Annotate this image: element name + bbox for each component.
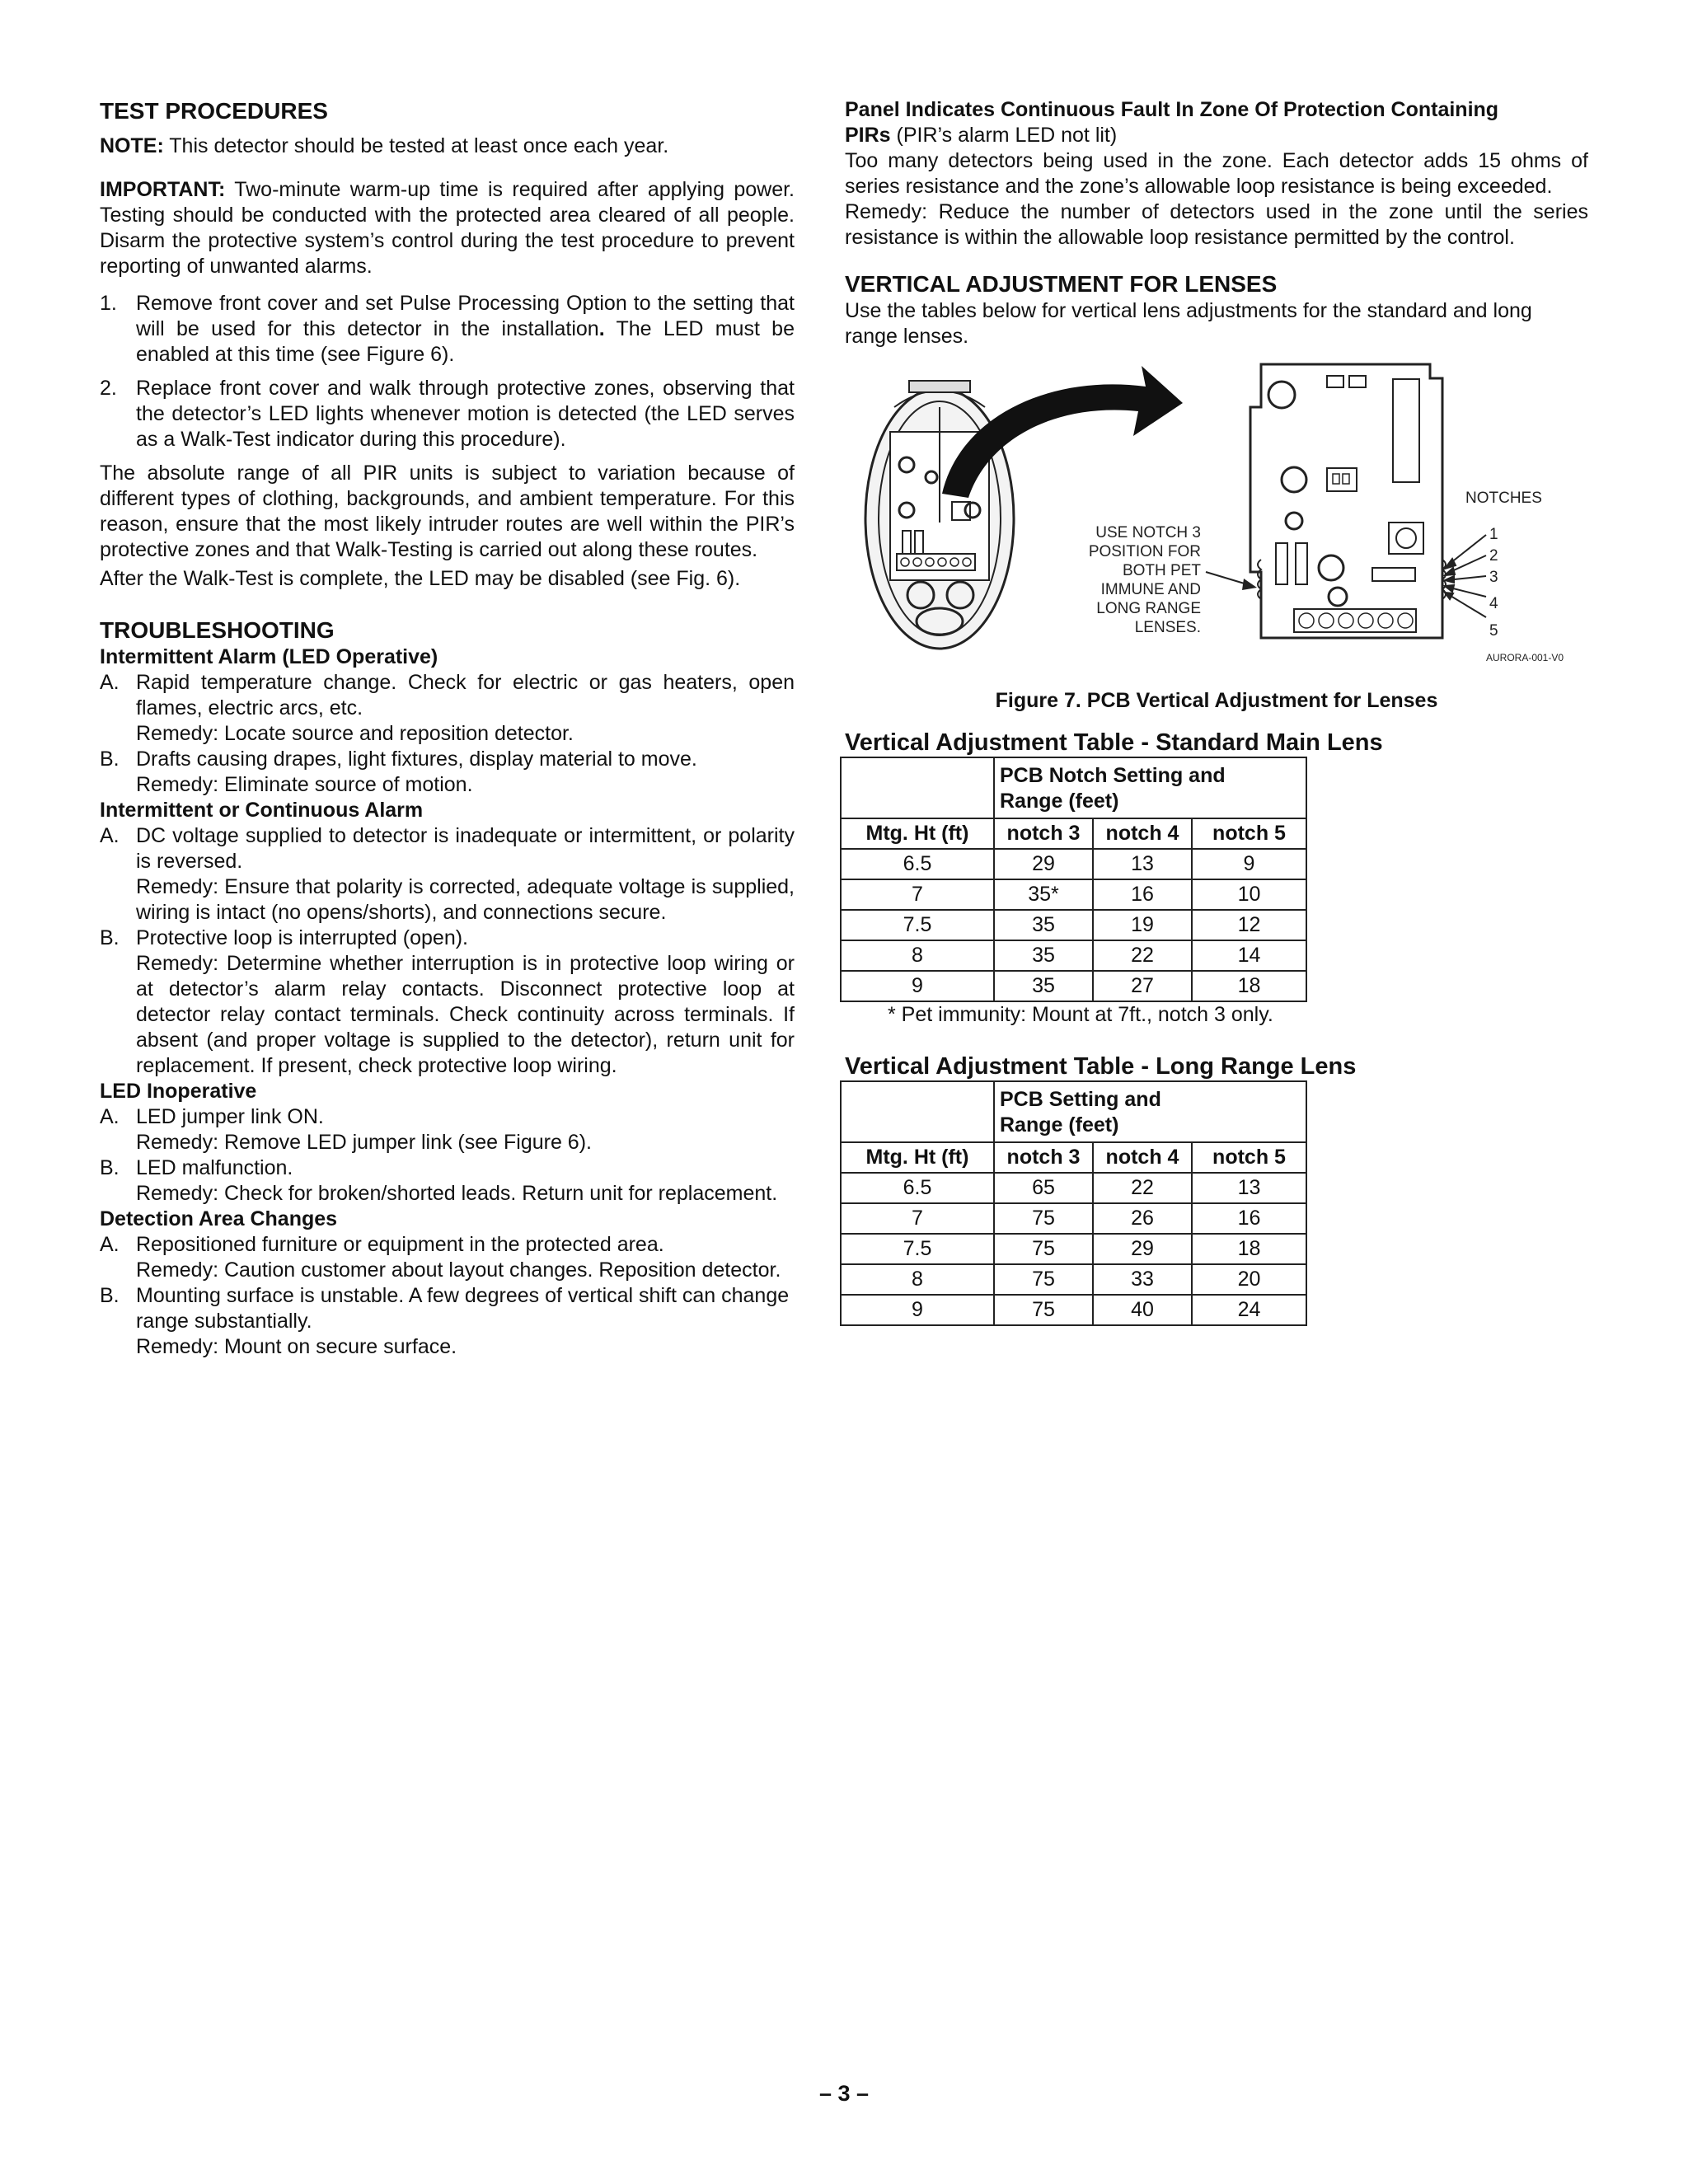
item-text: LED malfunction. (136, 1156, 293, 1179)
note-paragraph (100, 134, 795, 159)
important-paragraph (100, 177, 795, 279)
panel-fault-text: Too many detectors being used in the zone. Each detector adds 15 ohms of series resistance and the zone’s allowable loop resistance is being exceeded. (845, 149, 1588, 198)
table-cell: 7 (841, 1203, 994, 1234)
table-cell: 13 (1192, 1173, 1306, 1203)
callout-line: BOTH PET (1122, 562, 1201, 579)
table-cell: 13 (1093, 849, 1192, 879)
item-text: Protective loop is interrupted (open). (136, 926, 468, 949)
callout-leader (1206, 572, 1247, 584)
item-mark: A. (100, 671, 120, 694)
table-cell: 27 (1093, 971, 1192, 1001)
item-text: Repositioned furniture or equipment in the protected area. (136, 1233, 664, 1256)
table-column-header-row (841, 1142, 1306, 1173)
table-header-empty (841, 1081, 994, 1142)
notch-number: 2 (1489, 547, 1498, 565)
test-procedures-heading: TEST PROCEDURES (100, 98, 328, 124)
table-title-standard: Vertical Adjustment Table - Standard Main Lens (845, 729, 1383, 756)
item-remedy: Remedy: Determine whether interruption is in protective loop wiring or at detector’s alarm relay contacts. Disconnect protective loop at detector relay contact terminals. Check continuity across terminals. If absent (and proper voltage is supplied to the detector), return unit for replacement. If present, check protective loop wiring. (136, 952, 795, 1077)
note-text: This detector should be tested at least once each year. (169, 134, 669, 157)
test-steps-list (100, 291, 795, 452)
trouble-item (100, 926, 795, 1079)
trouble-group (100, 644, 795, 798)
item-mark: B. (100, 1284, 120, 1307)
table-cell: 16 (1192, 1203, 1306, 1234)
table-cell: 19 (1093, 910, 1192, 940)
column-header: notch 3 (994, 818, 1093, 849)
table-cell: 35* (994, 879, 1093, 910)
group-header-line: Range (feet) (1000, 790, 1119, 813)
column-header: notch 5 (1192, 1142, 1306, 1173)
table-cell: 35 (994, 910, 1093, 940)
group-header-line: PCB Notch Setting and (1000, 764, 1226, 787)
callout-arrowhead-icon (1242, 579, 1257, 590)
table-cell: 35 (994, 940, 1093, 971)
trouble-group-heading: Intermittent Alarm (LED Operative) (100, 645, 438, 668)
table-column-header-row (841, 818, 1306, 849)
column-header: Mtg. Ht (ft) (841, 818, 994, 849)
column-header: notch 3 (994, 1142, 1093, 1173)
table-cell: 65 (994, 1173, 1093, 1203)
pcb-board-illustration (1250, 364, 1446, 638)
step-text: Remove front cover and set Pulse Processing Option to the setting that will be used for this detector in the installation (136, 292, 795, 340)
panel-heading-note: (PIR’s alarm LED not lit) (890, 124, 1118, 147)
table-cell: 75 (994, 1234, 1093, 1264)
table-cell: 10 (1192, 879, 1306, 910)
note-label: NOTE: (100, 134, 164, 157)
table-cell: 14 (1192, 940, 1306, 971)
table-header-empty (841, 757, 994, 818)
item-mark: B. (100, 1156, 120, 1179)
table-cell: 8 (841, 940, 994, 971)
item-mark: A. (100, 1233, 120, 1256)
test-step (100, 376, 795, 452)
table-group-header-row (841, 1081, 1306, 1142)
table-cell: 75 (994, 1295, 1093, 1325)
table-row (841, 910, 1306, 940)
group-header-line: Range (feet) (1000, 1113, 1119, 1137)
item-remedy: Remedy: Mount on secure surface. (136, 1335, 457, 1358)
step-text-continued: The LED must be enabled at this time (see Figure 6). (136, 317, 795, 366)
item-remedy: Remedy: Check for broken/shorted leads. Return unit for replacement. (136, 1182, 778, 1205)
step-text: Replace front cover and walk through protective zones, observing that the detector’s LED lights whenever motion is detected (the LED serves as a Walk-Test indicator during this procedure). (136, 377, 795, 451)
notches-label: NOTCHES (1465, 490, 1542, 507)
item-remedy: Remedy: Eliminate source of motion. (136, 773, 473, 796)
item-text: Rapid temperature change. Check for electric or gas heaters, open flames, electric arcs, etc. (136, 671, 795, 719)
column-header: notch 4 (1093, 1142, 1192, 1173)
column-header: Mtg. Ht (ft) (841, 1142, 994, 1173)
table-cell: 9 (841, 971, 994, 1001)
trouble-item (100, 823, 795, 926)
table-cell: 16 (1093, 879, 1192, 910)
notch-number: 1 (1489, 526, 1498, 543)
table-row (841, 971, 1306, 1001)
table-row (841, 1264, 1306, 1295)
vertical-adjustment-heading: VERTICAL ADJUSTMENT FOR LENSES (845, 271, 1278, 297)
callout-line: LONG RANGE (1096, 600, 1201, 617)
panel-fault-heading (845, 97, 1588, 148)
table-cell: 8 (841, 1264, 994, 1295)
table-row (841, 879, 1306, 910)
item-remedy: Remedy: Remove LED jumper link (see Figure 6). (136, 1131, 592, 1154)
column-header: notch 5 (1192, 818, 1306, 849)
trouble-group-heading: Intermittent or Continuous Alarm (100, 799, 424, 822)
trouble-items (100, 670, 795, 798)
trouble-item (100, 747, 795, 798)
table-cell: 22 (1093, 1173, 1192, 1203)
page-number: – 3 – (818, 2081, 870, 2106)
notch-number: 3 (1489, 569, 1498, 586)
pcb-adjustment-figure (845, 358, 1588, 675)
table-row (841, 1173, 1306, 1203)
table-cell: 20 (1192, 1264, 1306, 1295)
notch-number: 5 (1489, 622, 1498, 640)
table-standard-main-lens (840, 757, 1307, 1002)
table-group-header (994, 1081, 1306, 1142)
item-mark: A. (100, 824, 120, 847)
item-remedy: Remedy: Locate source and reposition detector. (136, 722, 574, 745)
table-cell: 24 (1192, 1295, 1306, 1325)
table-title-long-range: Vertical Adjustment Table - Long Range Lens (845, 1053, 1357, 1080)
table-cell: 22 (1093, 940, 1192, 971)
trouble-group-heading: Detection Area Changes (100, 1207, 338, 1230)
figure-code: AURORA-001-V0 (1486, 652, 1564, 663)
table-cell: 29 (1093, 1234, 1192, 1264)
table-cell: 26 (1093, 1203, 1192, 1234)
trouble-group-heading: LED Inoperative (100, 1080, 257, 1103)
item-mark: A. (100, 1105, 120, 1128)
step-number: 1. (100, 292, 117, 315)
table-cell: 29 (994, 849, 1093, 879)
step-number: 2. (100, 377, 117, 400)
table-cell: 40 (1093, 1295, 1192, 1325)
trouble-item (100, 1104, 795, 1155)
item-text: DC voltage supplied to detector is inadequate or intermittent, or polarity is reversed. (136, 824, 795, 873)
table-cell: 33 (1093, 1264, 1192, 1295)
callout-line: IMMUNE AND (1100, 581, 1201, 598)
left-column (100, 97, 795, 1360)
table-row (841, 1295, 1306, 1325)
trouble-group (100, 1207, 795, 1360)
table-group-header-row (841, 757, 1306, 818)
table-cell: 6.5 (841, 849, 994, 879)
panel-fault-remedy: Remedy: Reduce the number of detectors used in the zone until the series resistance is within the allowable loop resistance permitted by the control. (845, 200, 1588, 249)
right-column (845, 97, 1588, 1326)
trouble-item (100, 670, 795, 747)
table-cell: 18 (1192, 1234, 1306, 1264)
important-label: IMPORTANT: (100, 178, 226, 201)
item-text: Drafts causing drapes, light fixtures, display material to move. (136, 748, 697, 771)
table-cell: 9 (1192, 849, 1306, 879)
step-bold-dot: . (598, 317, 605, 340)
callout-line: USE NOTCH 3 (1095, 524, 1201, 541)
item-remedy: Remedy: Caution customer about layout changes. Reposition detector. (136, 1258, 781, 1282)
trouble-item (100, 1283, 795, 1360)
item-text: LED jumper link ON. (136, 1105, 324, 1128)
item-mark: B. (100, 926, 120, 949)
table-cell: 75 (994, 1203, 1093, 1234)
panel-heading-pirs: PIRs (845, 124, 891, 147)
table-row (841, 1234, 1306, 1264)
table-cell: 35 (994, 971, 1093, 1001)
table-row (841, 849, 1306, 879)
trouble-group (100, 1079, 795, 1207)
callout-line: LENSES. (1134, 619, 1201, 636)
table-cell: 7.5 (841, 1234, 994, 1264)
table-cell: 12 (1192, 910, 1306, 940)
pcb-diagram (845, 358, 1588, 675)
figure-caption: Figure 7. PCB Vertical Adjustment for Lenses (995, 689, 1438, 712)
table-row (841, 940, 1306, 971)
test-step (100, 291, 795, 368)
range-paragraph: The absolute range of all PIR units is subject to variation because of different types of clothing, backgrounds, and ambient temperature. For this reason, ensure that the most likely intruder routes are well within the PIR’s protective zones and that Walk-Testing is carried out along these routes. (100, 462, 795, 561)
trouble-items (100, 1232, 795, 1360)
trouble-items (100, 1104, 795, 1207)
callout-line: POSITION FOR (1088, 543, 1201, 560)
vertical-adjustment-intro: Use the tables below for vertical lens adjustments for the standard and long range lenses. (845, 299, 1532, 348)
trouble-items (100, 823, 795, 1079)
table-cell: 18 (1192, 971, 1306, 1001)
table-cell: 7.5 (841, 910, 994, 940)
item-remedy: Remedy: Ensure that polarity is corrected, adequate voltage is supplied, wiring is intact (no opens/shorts), and connections secure. (136, 875, 795, 924)
table-footnote: * Pet immunity: Mount at 7ft., notch 3 only. (888, 1003, 1273, 1026)
table-cell: 6.5 (841, 1173, 994, 1203)
item-text: Mounting surface is unstable. A few degrees of vertical shift can change range substantially. (136, 1284, 790, 1333)
item-mark: B. (100, 748, 120, 771)
table-row (841, 1203, 1306, 1234)
important-text: Two-minute warm-up time is required after applying power. Testing should be conducted with the protected area cleared of all people. Disarm the protective system’s control during the test procedure to prevent reporting of unwanted alarms. (100, 178, 795, 278)
trouble-group (100, 798, 795, 1079)
column-header: notch 4 (1093, 818, 1192, 849)
table-cell: 9 (841, 1295, 994, 1325)
after-walk-test-paragraph: After the Walk-Test is complete, the LED may be disabled (see Fig. 6). (100, 567, 741, 590)
group-header-line: PCB Setting and (1000, 1088, 1161, 1111)
table-cell: 7 (841, 879, 994, 910)
trouble-item (100, 1155, 795, 1207)
table-cell: 75 (994, 1264, 1093, 1295)
table-long-range-lens (840, 1080, 1307, 1326)
notch-number: 4 (1489, 595, 1498, 612)
panel-heading-bold: Panel Indicates Continuous Fault In Zone Of Protection Containing (845, 98, 1499, 121)
table-group-header (994, 757, 1306, 818)
trouble-item (100, 1232, 795, 1283)
troubleshooting-heading: TROUBLESHOOTING (100, 617, 335, 643)
notch-leaders (1445, 535, 1486, 617)
